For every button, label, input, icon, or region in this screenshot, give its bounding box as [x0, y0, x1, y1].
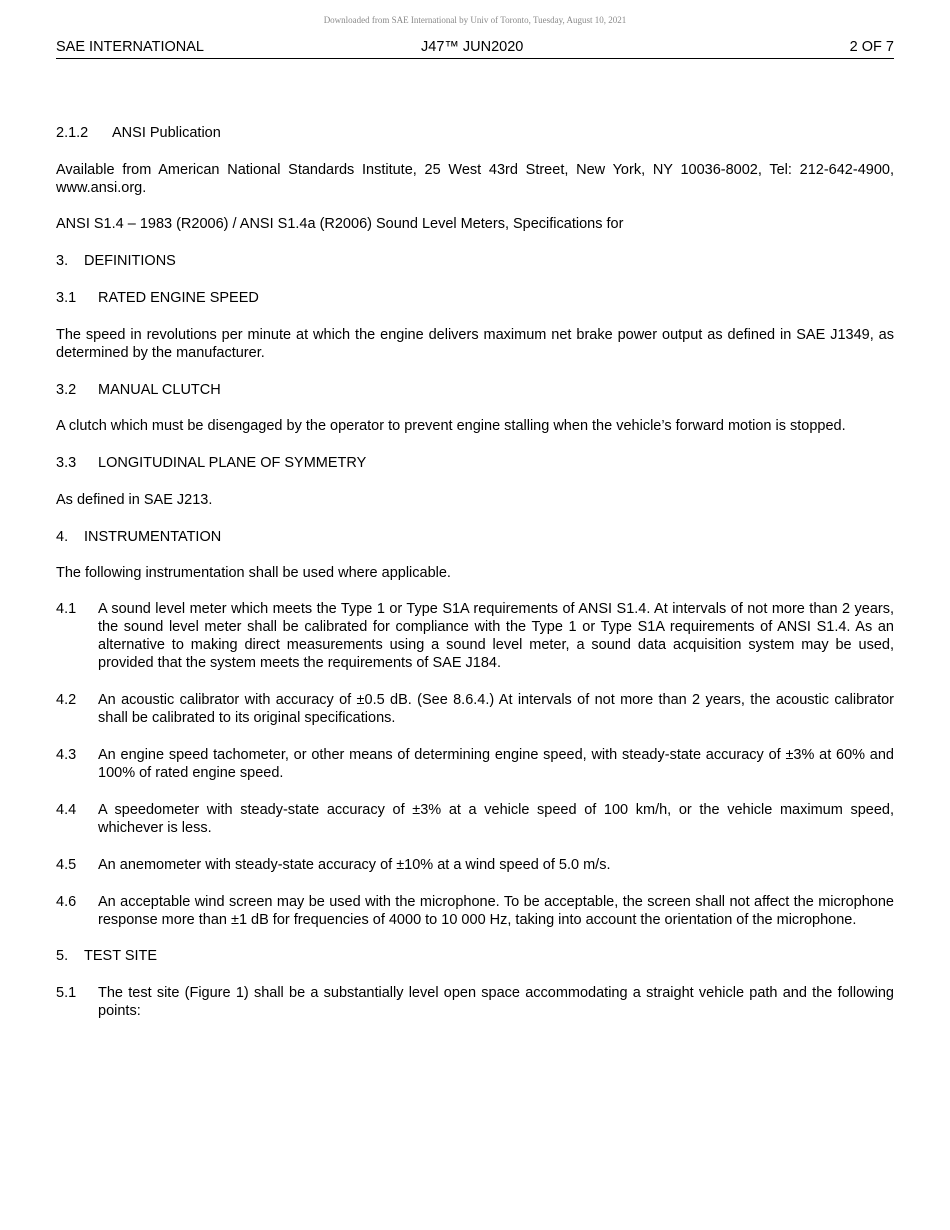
section-title: ANSI Publication: [112, 125, 221, 141]
section-title: LONGITUDINAL PLANE OF SYMMETRY: [98, 455, 367, 471]
item-text: An engine speed tachometer, or other means of determining engine speed, with steady-state accuracy of ±3% at 60% and 100% of rated engine speed.: [98, 747, 894, 781]
section-number: 3.: [56, 253, 69, 269]
section-number: 3.3: [56, 455, 77, 471]
page-header: [56, 39, 894, 59]
section-5-heading: [56, 947, 894, 965]
header-page-number: 2 OF 7: [849, 39, 894, 55]
item-number: 4.6: [56, 894, 77, 910]
download-watermark: Downloaded from SAE International by Univ of Toronto, Tuesday, August 10, 2021: [323, 15, 627, 25]
item-text: A speedometer with steady-state accuracy of ±3% at a vehicle speed of 100 km/h, or the vehicle maximum speed, whichever is less.: [98, 802, 894, 836]
item-text: The test site (Figure 1) shall be a substantially level open space accommodating a straight vehicle path and the following points:: [98, 985, 894, 1019]
manual-clutch-definition: A clutch which must be disengaged by the operator to prevent engine stalling when the vehicle’s forward motion is stopped.: [56, 418, 846, 434]
section-4-heading: [56, 528, 894, 546]
item-text: An acoustic calibrator with accuracy of ±0.5 dB. (See 8.6.4.) At intervals of not more than 2 years, the acoustic calibrator shall be calibrated to its original specifications.: [98, 692, 894, 726]
document-body: [56, 124, 894, 1020]
section-3-3-heading: [56, 454, 894, 472]
item-text: A sound level meter which meets the Type 1 or Type S1A requirements of ANSI S1.4. At intervals of not more than 2 years, the sound level meter shall be calibrated for compliance with the Type 1 or Type S1A requirements of ANSI S1.4. As an alternative to making direct measurements using a sound level meter, a sound data acquisition system may be used, provided that the system meets the requirements of SAE J184.: [98, 601, 894, 671]
item-number: 5.1: [56, 985, 77, 1001]
section-number: 5.: [56, 948, 69, 964]
header-document-id: J47™ JUN2020: [421, 39, 524, 55]
ansi-reference: ANSI S1.4 – 1983 (R2006) / ANSI S1.4a (R2006) Sound Level Meters, Specifications for: [56, 216, 624, 232]
section-number: 4.: [56, 529, 69, 545]
section-title: TEST SITE: [84, 948, 158, 964]
item-text: An anemometer with steady-state accuracy of ±10% at a wind speed of 5.0 m/s.: [98, 857, 611, 873]
symmetry-plane-definition: As defined in SAE J213.: [56, 492, 213, 508]
section-3-2-heading: [56, 381, 894, 399]
list-item: [56, 856, 894, 874]
list-item: [56, 600, 894, 672]
item-number: 4.4: [56, 802, 77, 818]
section-3-1-heading: [56, 289, 894, 307]
section-number: 3.1: [56, 290, 77, 306]
section-title: RATED ENGINE SPEED: [98, 290, 259, 306]
item-number: 4.2: [56, 692, 77, 708]
ansi-availability-paragraph: Available from American National Standards Institute, 25 West 43rd Street, New York, NY 10036-8002, Tel: 212-642-4900, www.ansi.org.: [56, 162, 894, 196]
header-organization: SAE INTERNATIONAL: [56, 39, 204, 55]
section-title: DEFINITIONS: [84, 253, 176, 269]
list-item: [56, 801, 894, 837]
section-title: MANUAL CLUTCH: [98, 382, 221, 398]
instrumentation-intro: The following instrumentation shall be used where applicable.: [56, 565, 451, 581]
section-2-1-2-heading: [56, 124, 894, 142]
item-number: 4.5: [56, 857, 77, 873]
list-item: [56, 984, 894, 1020]
section-number: 3.2: [56, 382, 77, 398]
item-number: 4.3: [56, 747, 77, 763]
section-title: INSTRUMENTATION: [84, 529, 222, 545]
rated-engine-speed-definition: The speed in revolutions per minute at which the engine delivers maximum net brake power output as defined in SAE J1349, as determined by the manufacturer.: [56, 327, 894, 361]
list-item: [56, 746, 894, 782]
item-text: An acceptable wind screen may be used with the microphone. To be acceptable, the screen shall not affect the microphone response more than ±1 dB for frequencies of 4000 to 10 000 Hz, taking into account the orientation of the microphone.: [98, 894, 894, 928]
item-number: 4.1: [56, 601, 77, 617]
section-3-heading: [56, 252, 894, 270]
section-number: 2.1.2: [56, 125, 89, 141]
list-item: [56, 893, 894, 929]
list-item: [56, 691, 894, 727]
